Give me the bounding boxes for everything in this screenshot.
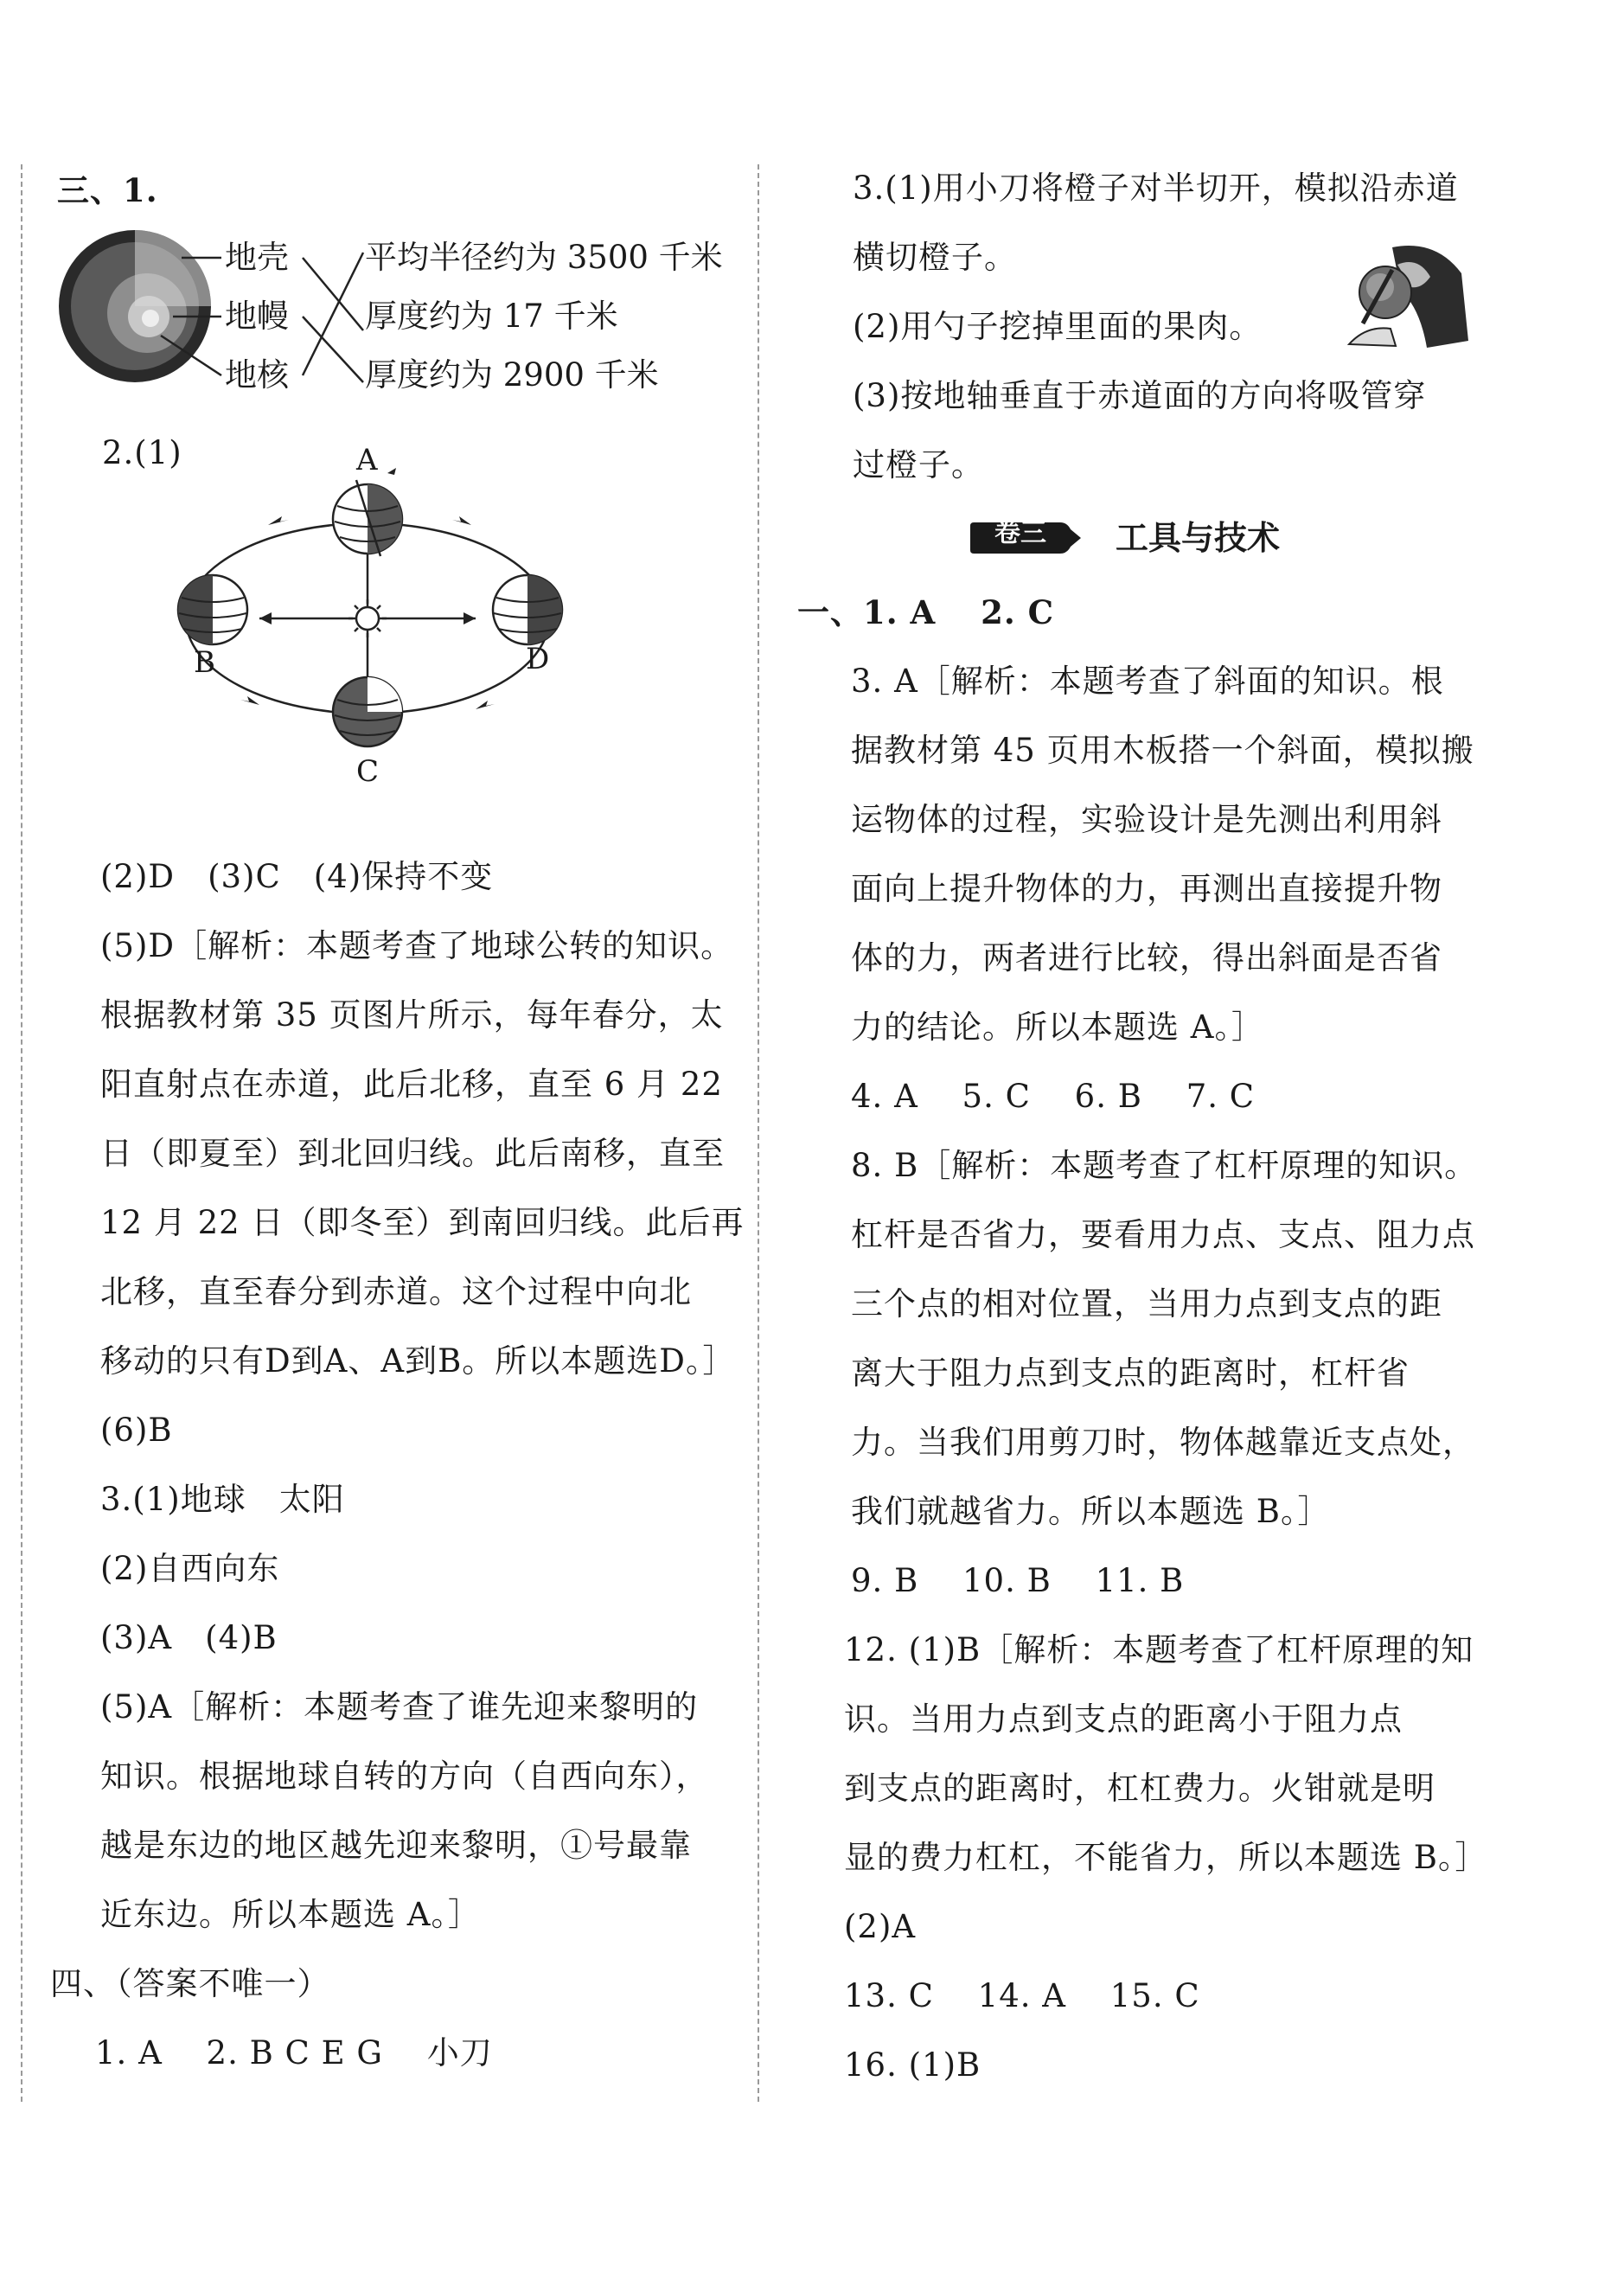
answer-line: 杠杆是否省力，要看用力点、支点、阻力点: [851, 1216, 1475, 1253]
fact-thickness-17: 厚度约为 17 千米: [365, 298, 618, 335]
answer-line: 日（即夏至）到北回归线。此后南移，直至: [100, 1135, 725, 1172]
answer-line: 运物体的过程，实验设计是先测出利用斜: [851, 801, 1442, 838]
orbit-label-c: C: [356, 754, 380, 789]
answer-line: 离大于阻力点到支点的距离时，杠杆省: [851, 1354, 1410, 1392]
answer-line: (6)B: [100, 1412, 173, 1449]
answer-line: (5)D［解析：本题考查了地球公转的知识。: [100, 927, 734, 964]
section-title: 工具与技术: [1116, 518, 1281, 557]
answer-line: 根据教材第 35 页图片所示，每年春分，太: [100, 996, 724, 1034]
layer-mantle-label: 地幔: [225, 298, 289, 335]
section-four-heading: 四、（答案不唯一）: [50, 1965, 330, 2002]
answer-line: 3. A［解析：本题考查了斜面的知识。根: [851, 663, 1444, 700]
orange-straw-illustration: [1340, 239, 1470, 351]
q2-1-label: 2.(1): [102, 434, 182, 471]
answer-line: 16. (1)B: [844, 2046, 981, 2084]
fact-radius-3500: 平均半径约为 3500 千米: [365, 239, 723, 276]
orbit-label-a: A: [356, 443, 378, 477]
layer-core-label: 地核: [225, 356, 289, 394]
answer-line: 1. A 2. B C E G 小刀: [95, 2034, 493, 2071]
answer-line: 体的力，两者进行比较，得出斜面是否省: [851, 939, 1442, 977]
earth-position-c-icon: [333, 677, 402, 746]
answer-line: 我们就越省力。所以本题选 B。］: [851, 1493, 1331, 1530]
answer-line: 近东边。所以本题选 A。］: [100, 1896, 481, 1933]
earth-layers-diagram: [52, 227, 735, 400]
answer-line: 三个点的相对位置，当用力点到支点的距: [851, 1285, 1442, 1322]
answer-line: 据教材第 45 页用木板搭一个斜面，模拟搬: [851, 732, 1474, 769]
section-three-heading: 三、1.: [57, 171, 158, 209]
answer-line: 越是东边的地区越先迎来黎明，①号最靠: [100, 1827, 692, 1864]
answer-line: 面向上提升物体的力，再测出直接提升物: [851, 870, 1442, 907]
answer-line: 横切橙子。: [853, 239, 1017, 276]
section-badge-label: 卷三: [994, 518, 1046, 548]
fact-thickness-2900: 厚度约为 2900 千米: [365, 356, 659, 394]
answer-line: 识。当用力点到支点的距离小于阻力点: [844, 1700, 1403, 1738]
earth-cross-section-icon: [59, 230, 211, 382]
answer-line: 13. C 14. A 15. C: [844, 1977, 1200, 2014]
answer-line: 显的费力杠杠，不能省力，所以本题选 B。］: [844, 1839, 1488, 1876]
left-margin-rule: [21, 164, 22, 2102]
orbit-label-d: D: [526, 642, 550, 676]
answer-line: 一、1. A 2. C: [797, 593, 1055, 631]
answer-line: 4. A 5. C 6. B 7. C: [851, 1078, 1256, 1115]
answer-line: 12 月 22 日（即冬至）到南回归线。此后再: [100, 1204, 745, 1241]
answer-line: 力的结论。所以本题选 A。］: [851, 1009, 1264, 1046]
answer-line: (3)按地轴垂直于赤道面的方向将吸管穿: [853, 377, 1427, 414]
earth-position-d-icon: [493, 575, 562, 644]
column-divider: [758, 164, 759, 2102]
answer-line: 3.(1)地球 太阳: [100, 1481, 345, 1518]
earth-orbit-diagram: [164, 437, 597, 800]
orbit-label-b: B: [194, 645, 215, 680]
answer-line: 到支点的距离时，杠杠费力。火钳就是明: [844, 1770, 1435, 1807]
answer-line: (2)自西向东: [100, 1550, 280, 1587]
answer-line: 阳直射点在赤道，此后北移，直至 6 月 22: [100, 1066, 723, 1103]
answer-line: 力。当我们用剪刀时，物体越靠近支点处，: [851, 1424, 1475, 1461]
answer-line: 8. B［解析：本题考查了杠杆原理的知识。: [851, 1147, 1478, 1184]
answer-line: 3.(1)用小刀将橙子对半切开，模拟沿赤道: [853, 170, 1459, 207]
answer-line: (3)A (4)B: [100, 1619, 278, 1656]
answer-line: 北移，直至春分到赤道。这个过程中向北: [100, 1273, 692, 1310]
layer-crust-label: 地壳: [225, 239, 289, 276]
answer-line: (2)A: [844, 1908, 917, 1945]
section-title-block: [970, 515, 1455, 564]
earth-position-b-icon: [178, 575, 247, 644]
answer-line: 过橙子。: [853, 446, 984, 483]
answer-line: (5)A［解析：本题考查了谁先迎来黎明的: [100, 1688, 699, 1726]
answer-line: (2)用勺子挖掉里面的果肉。: [853, 308, 1263, 345]
answer-line: 9. B 10. B 11. B: [851, 1562, 1185, 1599]
answer-line: 知识。根据地球自转的方向（自西向东），: [100, 1758, 709, 1795]
earth-position-a-icon: [333, 468, 402, 556]
answer-line: 移动的只有D到A、A到B。所以本题选D。］: [100, 1342, 736, 1380]
answer-line: 12. (1)B［解析：本题考查了杠杆原理的知: [844, 1631, 1474, 1668]
answer-line: (2)D (3)C (4)保持不变: [100, 858, 494, 895]
